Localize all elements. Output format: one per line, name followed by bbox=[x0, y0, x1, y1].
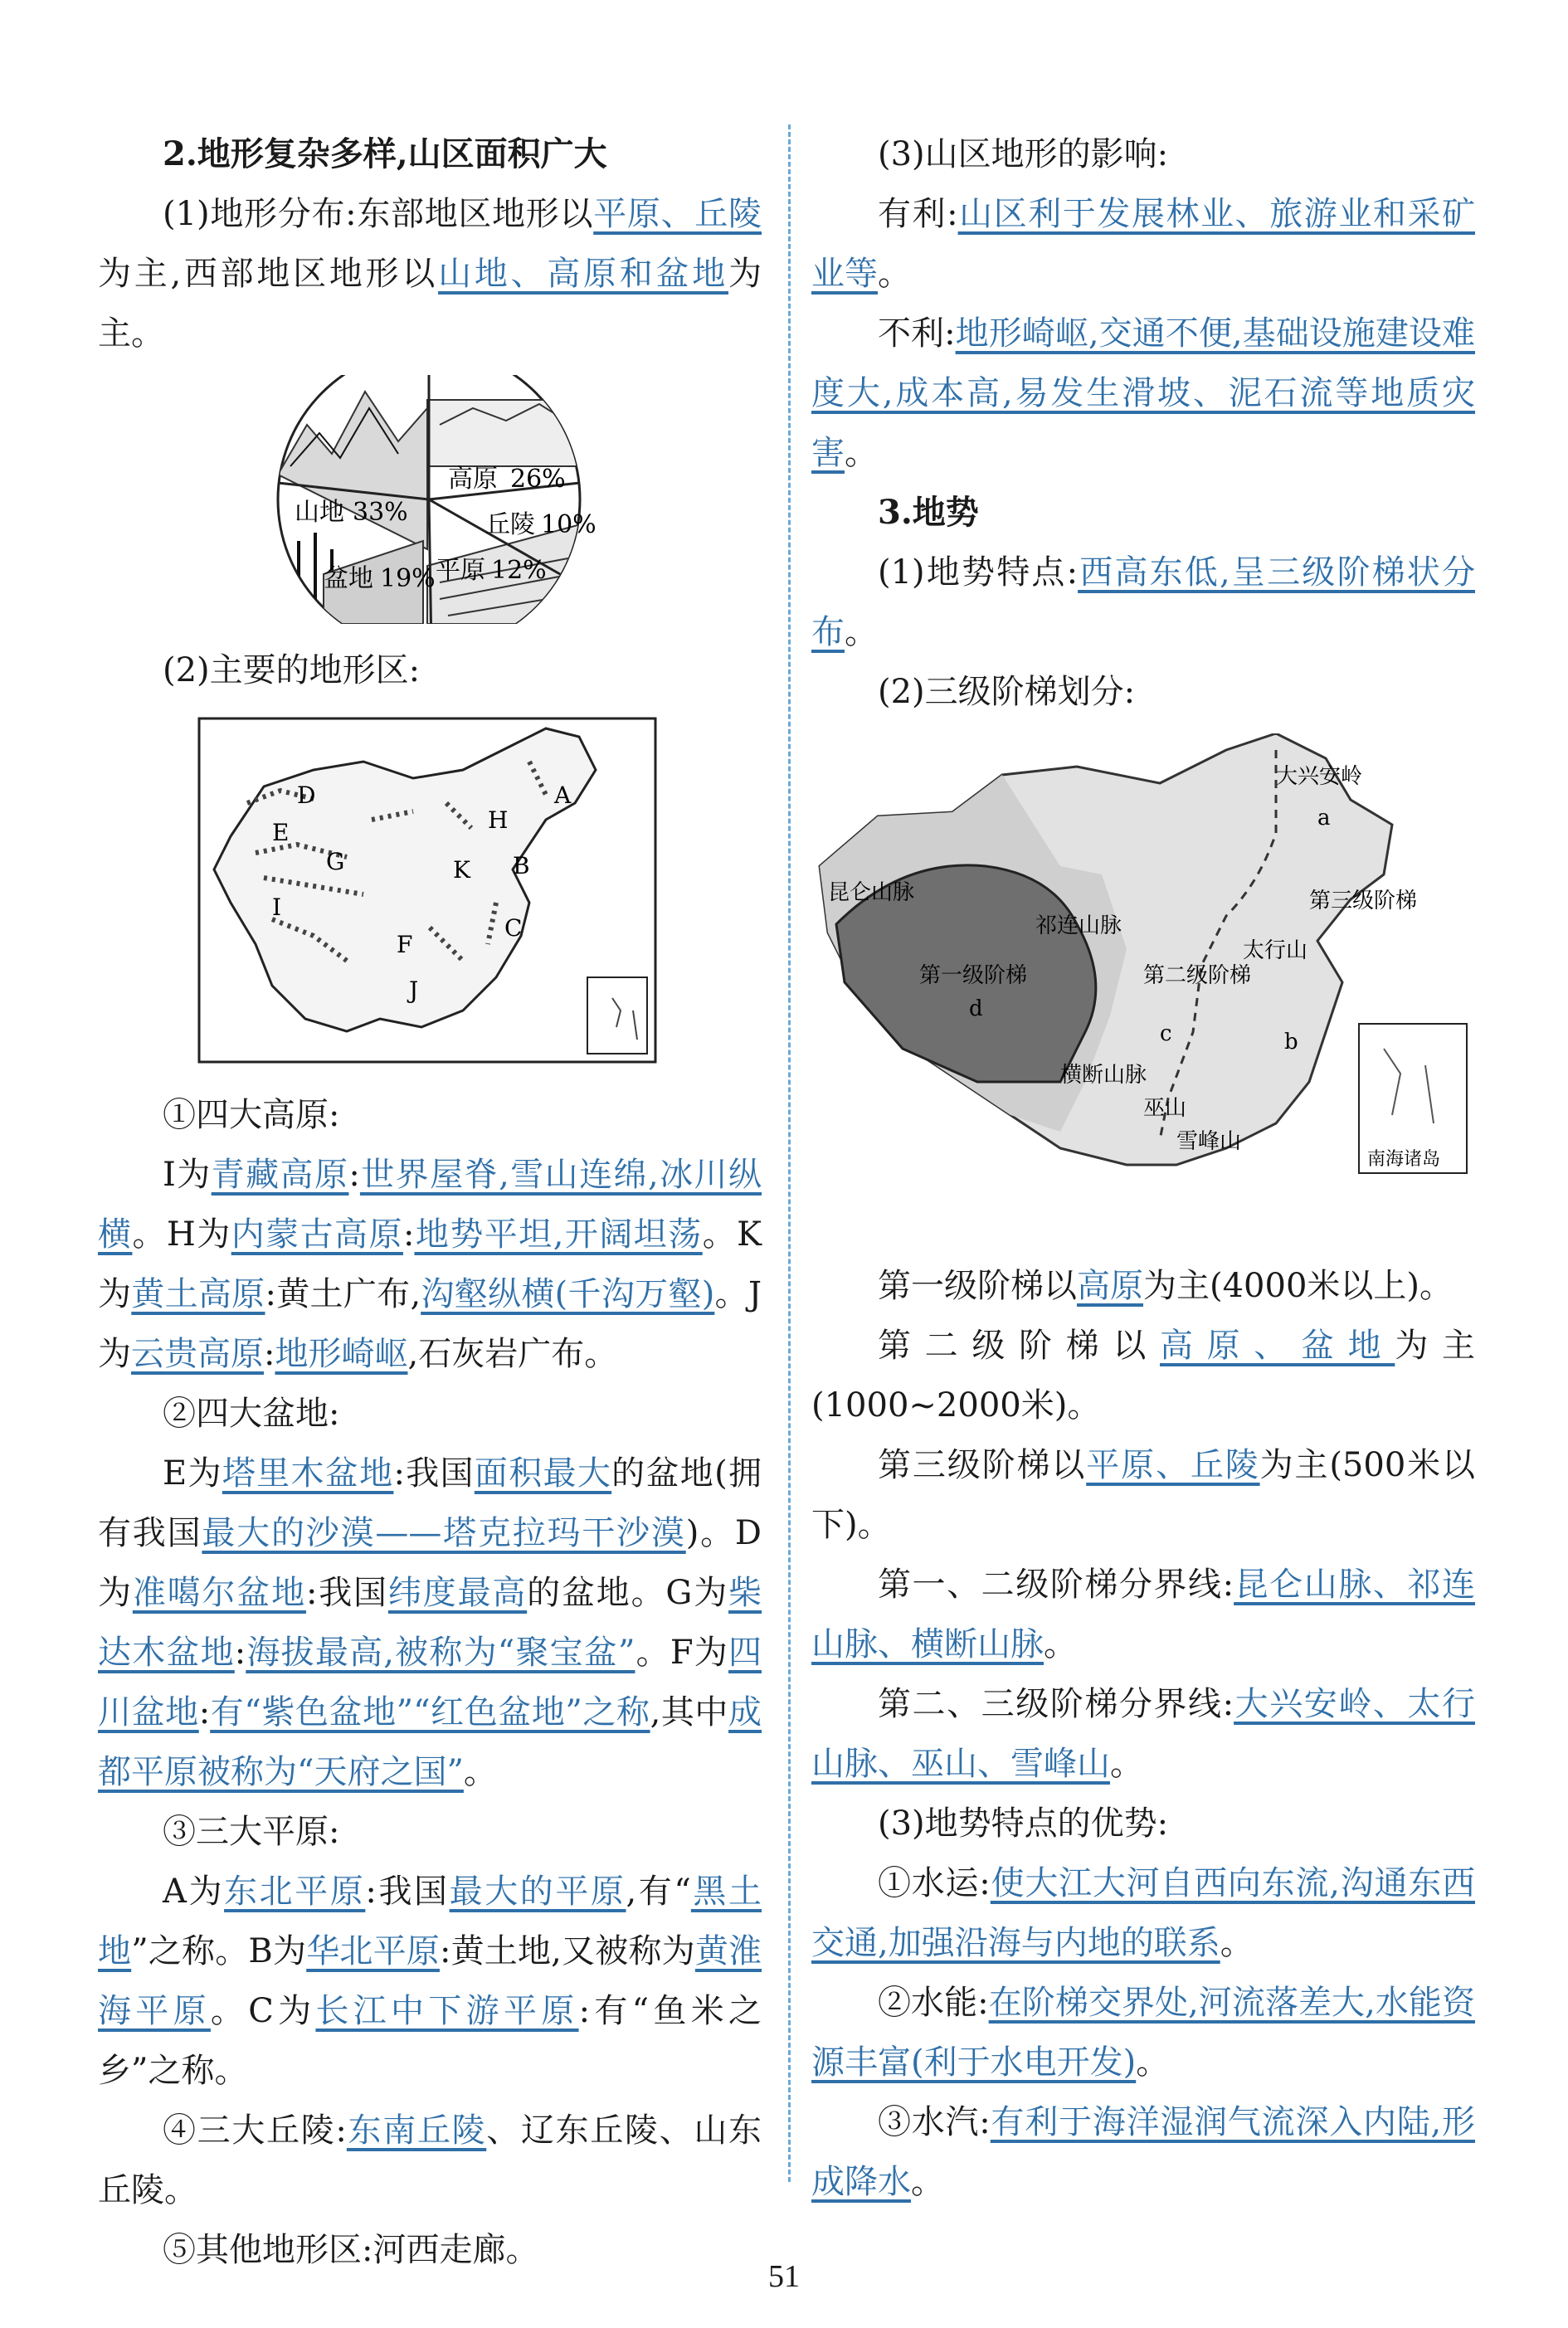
text: ②水能: bbox=[878, 1984, 989, 2022]
text: 第二、三级阶梯分界线: bbox=[878, 1685, 1234, 1723]
map2-hengduan: 横断山脉 bbox=[1060, 1063, 1147, 1088]
basins-heading: ②四大盆地: bbox=[163, 1395, 340, 1433]
answer-blank: 内蒙古高原 bbox=[231, 1215, 403, 1254]
text: 。H为 bbox=[132, 1215, 231, 1254]
map2-qilian: 祁连山脉 bbox=[1035, 913, 1122, 938]
boundary-2-3 bbox=[811, 1674, 1475, 1794]
map2-inset-label: 南海诸岛 bbox=[1367, 1149, 1441, 1170]
answer-blank: 高原 bbox=[1077, 1267, 1143, 1305]
text: ,有“ bbox=[626, 1873, 691, 1911]
map-letter-h: H bbox=[488, 806, 509, 834]
map-letter-k: K bbox=[453, 856, 470, 884]
text: 。C为 bbox=[210, 1992, 316, 2030]
text: 。 bbox=[1220, 1924, 1254, 1962]
answer-blank: 平原、丘陵 bbox=[593, 195, 762, 233]
answer-blank: 地势平坦,开阔坦荡 bbox=[414, 1215, 703, 1254]
mountain-impact-bad bbox=[811, 304, 1475, 483]
three-steps-map bbox=[811, 733, 1475, 1239]
pie-value-hill: 10% bbox=[541, 510, 597, 539]
answer-blank: 面积最大 bbox=[474, 1454, 612, 1493]
text: 。 bbox=[1110, 1745, 1143, 1783]
answer-blank: 西高东低,呈三级阶梯状分布 bbox=[811, 553, 1475, 651]
advantage-hydropower bbox=[811, 1973, 1475, 2092]
text: ③水汽: bbox=[878, 2103, 991, 2141]
text: 。F为 bbox=[635, 1634, 728, 1672]
answer-blank: 东北平原 bbox=[224, 1873, 366, 1911]
pie-label-hill: 丘陵 bbox=[485, 510, 535, 539]
text: : bbox=[198, 1693, 211, 1731]
terrain-pie-illustration bbox=[98, 375, 762, 624]
map-letter-d: D bbox=[297, 782, 316, 809]
text: 第一级阶梯以 bbox=[878, 1267, 1077, 1305]
map-letter-f: F bbox=[397, 931, 413, 958]
text: :我国 bbox=[305, 1574, 388, 1612]
text: 有利: bbox=[878, 195, 958, 233]
plateaus-heading: ①四大高原: bbox=[163, 1096, 340, 1134]
map2-second-step: 第二级阶梯 bbox=[1143, 963, 1252, 988]
answer-blank: 青藏高原 bbox=[211, 1156, 349, 1194]
step2-text bbox=[811, 1316, 1475, 1435]
map-letter-b: B bbox=[513, 852, 530, 879]
answer-blank: 海拔最高,被称为“聚宝盆” bbox=[246, 1634, 635, 1672]
map-letter-g: G bbox=[326, 848, 345, 875]
text: E为 bbox=[163, 1454, 222, 1493]
answer-blank: 山地、高原和盆地 bbox=[438, 255, 728, 293]
section-title-terrain: 2.地形复杂多样,山区面积广大 bbox=[163, 134, 607, 173]
text: 第一、二级阶梯分界线: bbox=[878, 1566, 1234, 1604]
text: 。 bbox=[878, 255, 911, 293]
main-landform-regions: (2)主要的地形区: bbox=[163, 651, 421, 689]
step1-text bbox=[811, 1256, 1475, 1316]
mountain-impact-heading: (3)山区地形的影响: bbox=[878, 135, 1169, 173]
text: :黄土广布, bbox=[265, 1275, 421, 1313]
answer-blank: 高原、盆地 bbox=[1160, 1327, 1395, 1365]
text: ④三大丘陵: bbox=[163, 2111, 347, 2150]
map2-third-step: 第三级阶梯 bbox=[1309, 889, 1418, 913]
map2-taihang: 太行山 bbox=[1243, 938, 1308, 963]
map2-a: a bbox=[1317, 806, 1331, 830]
answer-blank: 在阶梯交界处,河流落差大,水能资源丰富(利于水电开发) bbox=[811, 1984, 1475, 2082]
other-regions: ⑤其他地形区:河西走廊。 bbox=[163, 2231, 539, 2269]
text: 为主(1000~2000米)。 bbox=[811, 1327, 1476, 1425]
answer-blank: 沟壑纵横(千沟万壑) bbox=[421, 1275, 715, 1313]
text: 。J为 bbox=[98, 1275, 762, 1373]
answer-blank: 黑土地 bbox=[98, 1873, 762, 1970]
text: :我国 bbox=[365, 1873, 450, 1911]
answer-blank: 昆仑山脉、祁连山脉、横断山脉 bbox=[811, 1566, 1475, 1663]
advantage-water-transport bbox=[811, 1853, 1475, 1973]
plains-heading: ③三大平原: bbox=[163, 1813, 340, 1851]
text: A为 bbox=[163, 1873, 225, 1911]
answer-blank: 准噶尔盆地 bbox=[132, 1574, 306, 1612]
advantage-water-vapor bbox=[811, 2092, 1475, 2212]
pie-value-plateau: 26% bbox=[510, 465, 566, 494]
map-letter-c: C bbox=[504, 914, 523, 942]
column-divider bbox=[788, 124, 791, 2182]
section-title-elevation: 3.地势 bbox=[878, 493, 979, 532]
map2-wushan: 巫山 bbox=[1143, 1096, 1187, 1121]
text: 。 bbox=[1136, 2043, 1170, 2082]
map2-c: c bbox=[1160, 1021, 1172, 1046]
text: 。 bbox=[845, 434, 878, 472]
text: 。 bbox=[463, 1753, 497, 1791]
text: 。 bbox=[911, 2163, 944, 2201]
right-column bbox=[811, 124, 1475, 2212]
pie-label-plain: 平原 bbox=[436, 556, 485, 585]
left-column bbox=[98, 124, 762, 2280]
map2-kunlun: 昆仑山脉 bbox=[828, 880, 915, 905]
map2-first-step: 第一级阶梯 bbox=[919, 963, 1028, 988]
answer-blank: 黄土高原 bbox=[131, 1275, 265, 1313]
answer-blank: 华北平原 bbox=[306, 1932, 440, 1970]
text: :黄土地,又被称为 bbox=[439, 1932, 695, 1970]
terrain-distribution bbox=[98, 184, 762, 363]
pie-label-mountain: 山地 bbox=[295, 498, 344, 527]
text: 为主(500米以下)。 bbox=[811, 1446, 1476, 1544]
map-letter-a: A bbox=[554, 782, 572, 809]
answer-blank: 世界屋脊,雪山连绵,冰川纵横 bbox=[98, 1156, 762, 1254]
pie-value-mountain: 33% bbox=[353, 498, 408, 527]
pie-label-basin: 盆地 bbox=[324, 564, 373, 593]
text: 的盆地。G为 bbox=[527, 1574, 729, 1612]
answer-blank: 大兴安岭、太行山脉、巫山、雪峰山 bbox=[811, 1685, 1475, 1783]
map2-xuefeng: 雪峰山 bbox=[1176, 1129, 1242, 1154]
text: 。 bbox=[1044, 1625, 1077, 1663]
answer-blank: 有“紫色盆地”“红色盆地”之称 bbox=[210, 1693, 650, 1731]
text: : bbox=[402, 1215, 415, 1254]
text: ①水运: bbox=[878, 1864, 991, 1902]
map2-daxinganling: 大兴安岭 bbox=[1276, 764, 1363, 789]
text: 第二级阶梯以 bbox=[878, 1327, 1160, 1365]
answer-blank: 云贵高原 bbox=[131, 1335, 264, 1373]
landform-map bbox=[98, 712, 762, 1069]
plateaus-text bbox=[98, 1145, 762, 1384]
answer-blank: 有利于海洋湿润气流深入内陆,形成降水 bbox=[811, 2103, 1475, 2201]
text: :我国 bbox=[393, 1454, 475, 1493]
answer-blank: 长江中下游平原 bbox=[315, 1992, 579, 2030]
text: )。D为 bbox=[98, 1514, 762, 1612]
map2-d: d bbox=[969, 996, 983, 1021]
text: 的盆地(拥有我国 bbox=[98, 1454, 762, 1552]
answer-blank: 地形崎岖 bbox=[275, 1335, 408, 1373]
text: (1)地势特点: bbox=[878, 553, 1079, 592]
answer-blank: 平原、丘陵 bbox=[1086, 1446, 1260, 1484]
text: 为主(4000米以上)。 bbox=[1143, 1267, 1454, 1305]
answer-blank: 柴达木盆地 bbox=[98, 1574, 762, 1672]
basins-text bbox=[98, 1444, 762, 1802]
three-steps-heading: (2)三级阶梯划分: bbox=[878, 673, 1136, 711]
plains-text bbox=[98, 1862, 762, 2101]
map-letter-j: J bbox=[409, 976, 419, 1004]
mountain-impact-good bbox=[811, 184, 1475, 304]
answer-blank: 山区利于发展林业、旅游业和采矿业等 bbox=[811, 195, 1476, 293]
answer-blank: 成都平原被称为“天府之国” bbox=[98, 1693, 762, 1791]
text: 不利: bbox=[878, 314, 956, 353]
text: 、辽东丘陵、山东丘陵。 bbox=[98, 2111, 762, 2209]
answer-blank: 纬度最高 bbox=[387, 1574, 528, 1612]
text: : bbox=[348, 1156, 360, 1194]
text: 。K为 bbox=[98, 1215, 762, 1313]
elevation-feature bbox=[811, 543, 1475, 662]
answer-blank: 东南丘陵 bbox=[346, 2111, 487, 2150]
boundary-1-2 bbox=[811, 1555, 1475, 1674]
text: ,其中 bbox=[650, 1693, 729, 1731]
map-letter-e: E bbox=[272, 819, 290, 846]
answer-blank: 使大江大河自西向东流,沟通东西交通,加强沿海与内地的联系 bbox=[811, 1864, 1475, 1962]
hills-text bbox=[98, 2101, 762, 2220]
pie-value-basin: 19% bbox=[380, 564, 436, 593]
text: ”之称。B为 bbox=[131, 1932, 307, 1970]
text: ,石灰岩广布。 bbox=[407, 1335, 618, 1373]
map-letter-i: I bbox=[272, 894, 282, 921]
text: 第三级阶梯以 bbox=[878, 1446, 1087, 1484]
text: 为主,西部地区地形以 bbox=[98, 255, 439, 293]
map2-b: b bbox=[1284, 1030, 1298, 1054]
pie-label-plateau: 高原 bbox=[448, 465, 498, 494]
text: :有“鱼米之乡”之称。 bbox=[98, 1992, 762, 2090]
text: I为 bbox=[163, 1156, 212, 1194]
text: : bbox=[264, 1335, 275, 1373]
answer-blank: 四川盆地 bbox=[98, 1634, 762, 1731]
answer-blank: 黄淮海平原 bbox=[98, 1932, 762, 2030]
step3-text bbox=[811, 1435, 1475, 1555]
pie-value-plain: 12% bbox=[491, 556, 547, 585]
advantages-heading: (3)地势特点的优势: bbox=[878, 1804, 1169, 1843]
page-number: 51 bbox=[768, 2259, 800, 2294]
answer-blank: 塔里木盆地 bbox=[222, 1454, 394, 1493]
answer-blank: 最大的沙漠——塔克拉玛干沙漠 bbox=[202, 1514, 686, 1552]
text: : bbox=[234, 1634, 246, 1672]
text: 为主。 bbox=[98, 255, 762, 353]
answer-blank: 地形崎岖,交通不便,基础设施建设难度大,成本高,易发生滑坡、泥石流等地质灾害 bbox=[811, 314, 1475, 472]
answer-blank: 最大的平原 bbox=[449, 1873, 626, 1911]
text: (1)地形分布:东部地区地形以 bbox=[163, 195, 594, 233]
text: 。 bbox=[845, 613, 878, 651]
